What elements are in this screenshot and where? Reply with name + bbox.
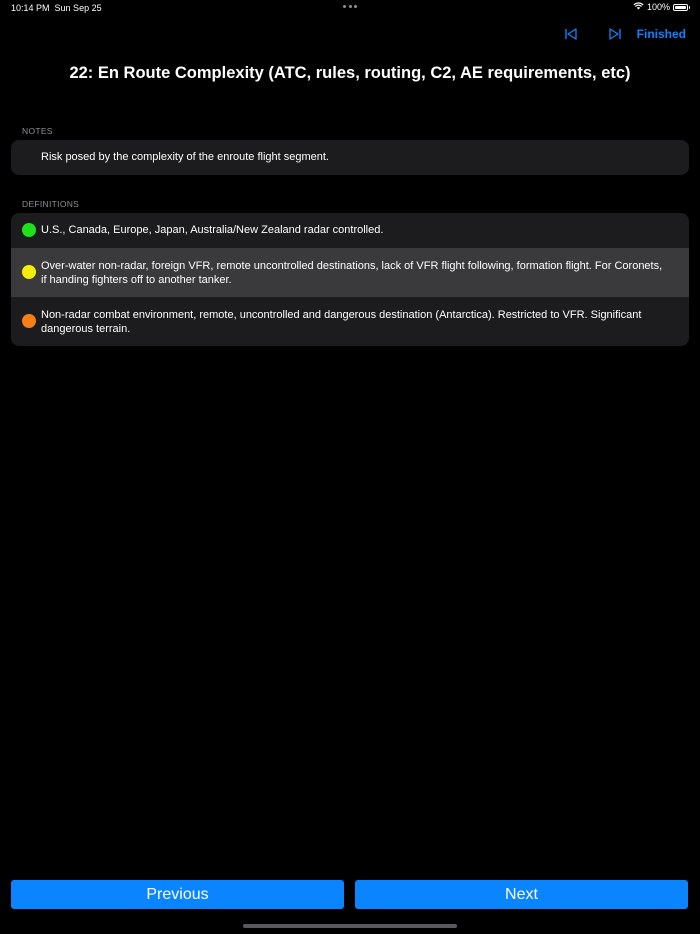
definition-row-orange[interactable] bbox=[11, 297, 689, 346]
notes-text: Risk posed by the complexity of the enroute flight segment. bbox=[41, 151, 329, 163]
status-bar bbox=[0, 0, 700, 16]
toolbar bbox=[563, 24, 686, 44]
green-status-dot-icon bbox=[22, 223, 36, 237]
yellow-status-dot-icon bbox=[22, 265, 36, 279]
definition-row-yellow[interactable] bbox=[11, 248, 689, 297]
status-time: 10:14 PM Sun Sep 25 bbox=[11, 3, 102, 13]
definition-text: U.S., Canada, Europe, Japan, Australia/New Zealand radar controlled. bbox=[41, 224, 384, 236]
home-indicator[interactable] bbox=[243, 924, 457, 928]
wifi-icon bbox=[633, 2, 644, 12]
multitasking-dots-icon[interactable] bbox=[343, 3, 357, 9]
page-title: 22: En Route Complexity (ATC, rules, routing, C2, AE requirements, etc) bbox=[69, 64, 631, 82]
finished-button[interactable]: Finished bbox=[636, 27, 686, 41]
notes-header: NOTES bbox=[22, 126, 53, 136]
definition-row-green[interactable] bbox=[11, 213, 689, 248]
battery-icon bbox=[673, 4, 688, 11]
next-button[interactable]: Next bbox=[355, 880, 688, 909]
skip-to-end-icon[interactable] bbox=[607, 26, 623, 42]
notes-card bbox=[11, 140, 689, 175]
orange-status-dot-icon bbox=[22, 314, 36, 328]
definition-text: Non-radar combat environment, remote, uncontrolled and dangerous destination (Antarctica). Restricted to VFR. Significant dangerous terrain. bbox=[41, 309, 642, 335]
previous-button[interactable]: Previous bbox=[11, 880, 344, 909]
battery-percent: 100% bbox=[646, 2, 670, 12]
definition-text: Over-water non-radar, foreign VFR, remote uncontrolled destinations, lack of VFR flight following, formation flight. For Coronets, if handing fighters off to another tanker. bbox=[41, 260, 663, 286]
status-indicators bbox=[633, 2, 688, 12]
definitions-header: DEFINITIONS bbox=[22, 199, 80, 209]
skip-to-start-icon[interactable] bbox=[563, 26, 579, 42]
definitions-list bbox=[11, 213, 689, 346]
